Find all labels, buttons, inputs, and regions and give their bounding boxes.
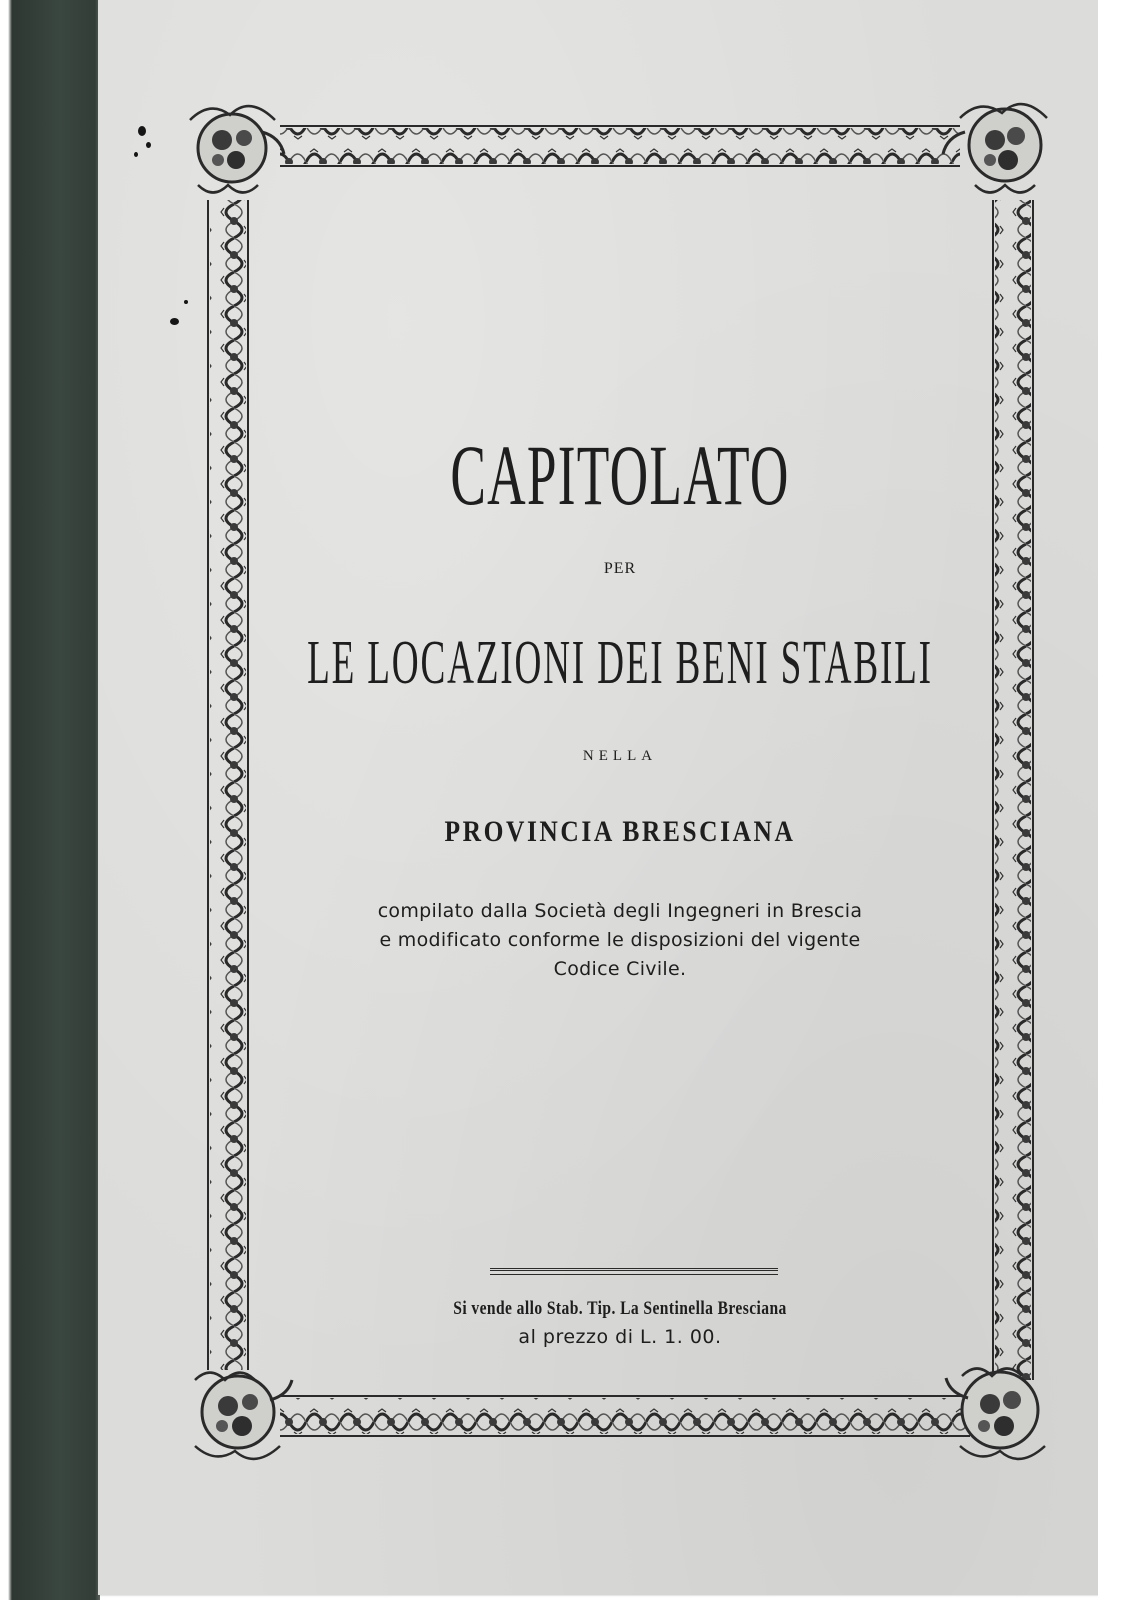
bottom-right-corner-ornament — [946, 1369, 1045, 1459]
ink-speck — [146, 142, 151, 148]
left-border-band — [210, 200, 246, 1370]
compilation-note — [0, 897, 1137, 984]
ink-speck — [138, 126, 146, 136]
bottom-border-band — [280, 1398, 970, 1434]
top-border-band — [280, 128, 960, 164]
ink-speck — [184, 300, 188, 304]
top-left-corner-ornament — [190, 106, 284, 192]
bottom-left-corner-ornament — [195, 1373, 292, 1459]
compilation-line: compilato dalla Società degli Ingegneri in Brescia — [377, 900, 863, 922]
province-name: PROVINCIA BRESCIANA — [444, 815, 796, 848]
sale-notice: Si vende allo Stab. Tip. La Sentinella Bresciana — [453, 1298, 787, 1319]
right-border-band — [995, 200, 1031, 1380]
double-rule-divider — [490, 1268, 778, 1275]
ink-speck — [134, 152, 138, 157]
document-title: CAPITOLATO — [450, 427, 790, 523]
compilation-line: Codice Civile. — [553, 958, 687, 980]
connector-nella: NELLA — [582, 748, 658, 764]
price-notice: al prezzo di L. 1. 00. — [518, 1326, 722, 1348]
document-subject: LE LOCAZIONI DEI BENI STABILI — [307, 629, 933, 697]
compilation-line: e modificato conforme le disposizioni del vigente — [379, 929, 861, 951]
ink-speck — [170, 318, 179, 325]
connector-per: PER — [603, 560, 637, 577]
